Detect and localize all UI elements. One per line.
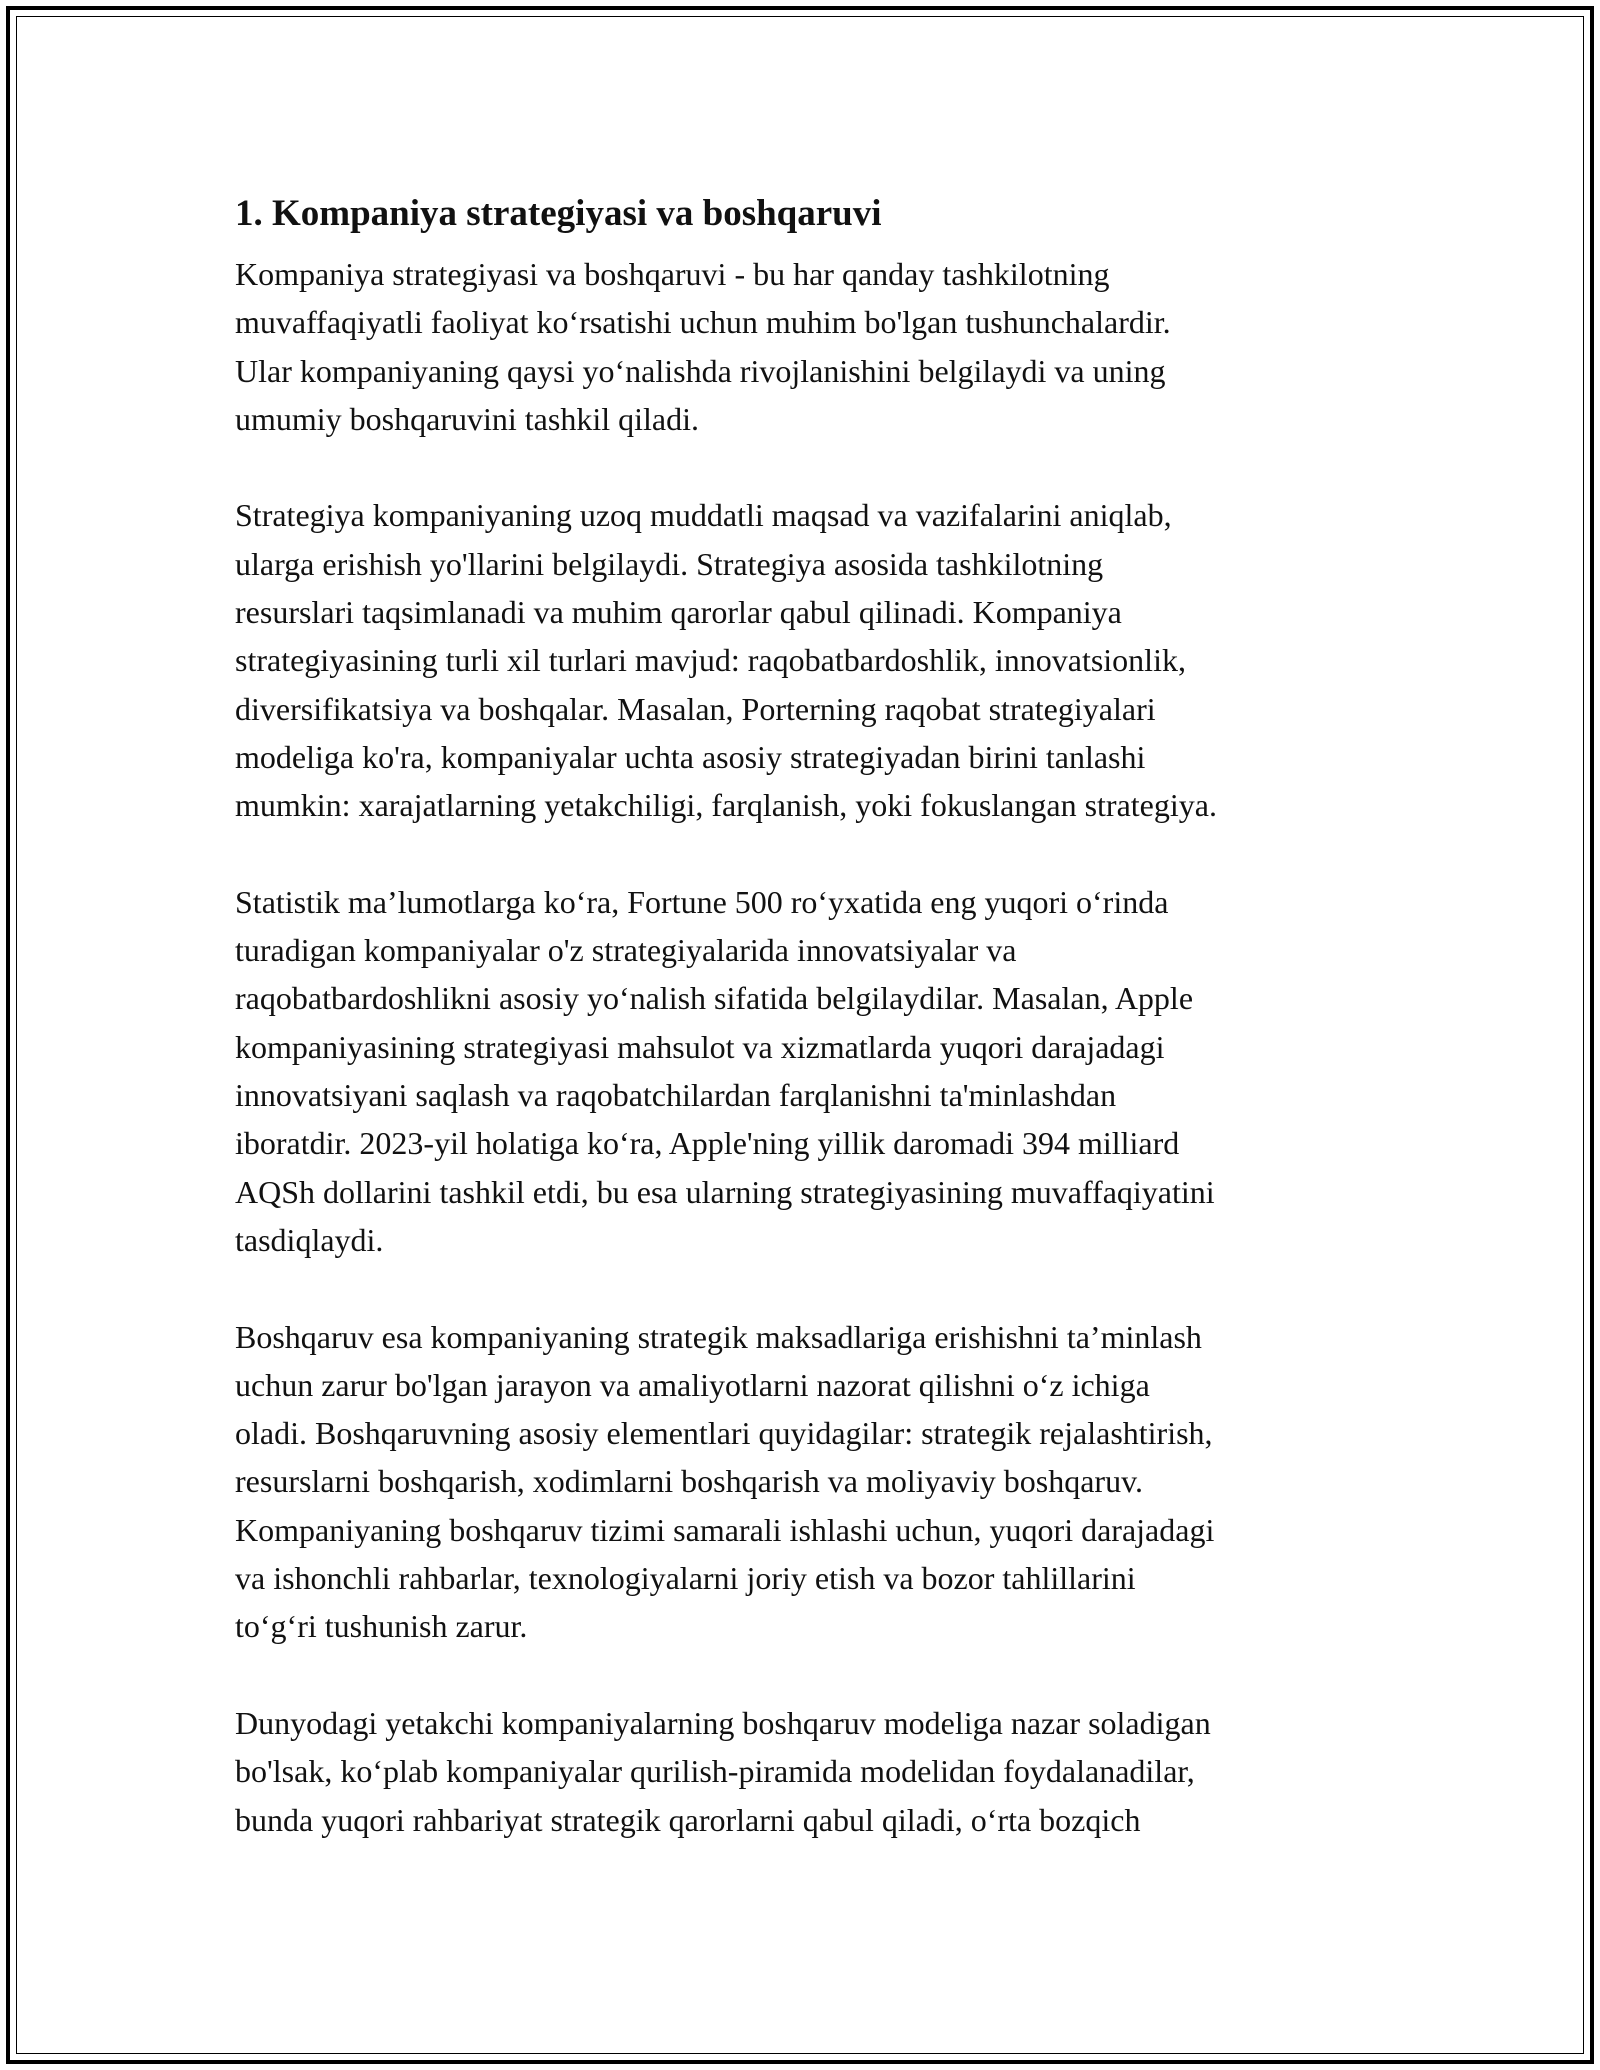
text-line: bo'lsak, ko‘plab kompaniyalar qurilish-piramida modelidan foydalanadilar,: [235, 1753, 1195, 1790]
section-heading: 1. Kompaniya strategiyasi va boshqaruvi: [235, 193, 882, 234]
text-line: AQSh dollarini tashkil etdi, bu esa ularning strategiyasining muvaffaqiyatini: [235, 1173, 1215, 1210]
paragraph-3: [235, 878, 1385, 1264]
text-line: ularga erishish yo'llarini belgilaydi. Strategiya asosida tashkilotning: [235, 545, 1104, 582]
text-line: raqobatbardoshlikni asosiy yo‘nalish sifatida belgilaydilar. Masalan, Apple: [235, 980, 1194, 1017]
text-line: Strategiya kompaniyaning uzoq muddatli maqsad va vazifalarini aniqlab,: [235, 497, 1172, 534]
text-line: Ular kompaniyaning qaysi yo‘nalishda rivojlanishini belgilaydi va uning: [235, 352, 1166, 389]
text-line: resurslari taqsimlanadi va muhim qarorlar qabul qilinadi. Kompaniya: [235, 594, 1122, 631]
paragraph-2: [235, 491, 1385, 829]
text-line: uchun zarur bo'lgan jarayon va amaliyotlarni nazorat qilishni o‘z ichiga: [235, 1366, 1150, 1403]
text-line: strategiyasining turli xil turlari mavjud: raqobatbardoshlik, innovatsionlik,: [235, 642, 1186, 679]
text-line: resurslarni boshqarish, xodimlarni boshqarish va moliyaviy boshqaruv.: [235, 1463, 1143, 1500]
text-line: umumiy boshqaruvini tashkil qiladi.: [235, 400, 699, 437]
text-line: Boshqaruv esa kompaniyaning strategik maksadlariga erishishni ta’minlash: [235, 1318, 1202, 1355]
text-line: kompaniyasining strategiyasi mahsulot va xizmatlarda yuqori darajadagi: [235, 1028, 1165, 1065]
text-line: muvaffaqiyatli faoliyat ko‘rsatishi uchun muhim bo'lgan tushunchalardir.: [235, 304, 1171, 341]
text-line: bunda yuqori rahbariyat strategik qarorlarni qabul qiladi, o‘rta bozqich: [235, 1801, 1141, 1838]
text-line: Kompaniyaning boshqaruv tizimi samarali ishlashi uchun, yuqori darajadagi: [235, 1511, 1215, 1548]
paragraph-1: [235, 250, 1385, 443]
text-line: to‘g‘ri tushunish zarur.: [235, 1608, 528, 1645]
text-line: tasdiqlaydi.: [235, 1221, 384, 1258]
text-line: innovatsiyani saqlash va raqobatchilardan farqlanishni ta'minlashdan: [235, 1077, 1117, 1114]
paragraph-5: [235, 1699, 1385, 1844]
text-line: oladi. Boshqaruvning asosiy elementlari quyidagilar: strategik rejalashtirish,: [235, 1415, 1213, 1452]
document-body: [235, 186, 1385, 1892]
text-line: va ishonchli rahbarlar, texnologiyalarni joriy etish va bozor tahlillarini: [235, 1560, 1136, 1597]
text-line: Dunyodagi yetakchi kompaniyalarning boshqaruv modeliga nazar soladigan: [235, 1704, 1211, 1741]
text-line: modeliga ko'ra, kompaniyalar uchta asosiy strategiyadan birini tanlashi: [235, 738, 1146, 775]
text-line: iboratdir. 2023-yil holatiga ko‘ra, Apple'ning yillik daromadi 394 milliard: [235, 1125, 1180, 1162]
text-line: mumkin: xarajatlarning yetakchiligi, farqlanish, yoki fokuslangan strategiya.: [235, 787, 1217, 824]
paragraph-4: [235, 1313, 1385, 1651]
text-line: turadigan kompaniyalar o'z strategiyalarida innovatsiyalar va: [235, 932, 1017, 969]
text-line: Kompaniya strategiyasi va boshqaruvi - bu har qanday tashkilotning: [235, 256, 1110, 292]
text-line: diversifikatsiya va boshqalar. Masalan, Porterning raqobat strategiyalari: [235, 690, 1156, 727]
text-line: Statistik ma’lumotlarga ko‘ra, Fortune 500 ro‘yxatida eng yuqori o‘rinda: [235, 883, 1169, 920]
